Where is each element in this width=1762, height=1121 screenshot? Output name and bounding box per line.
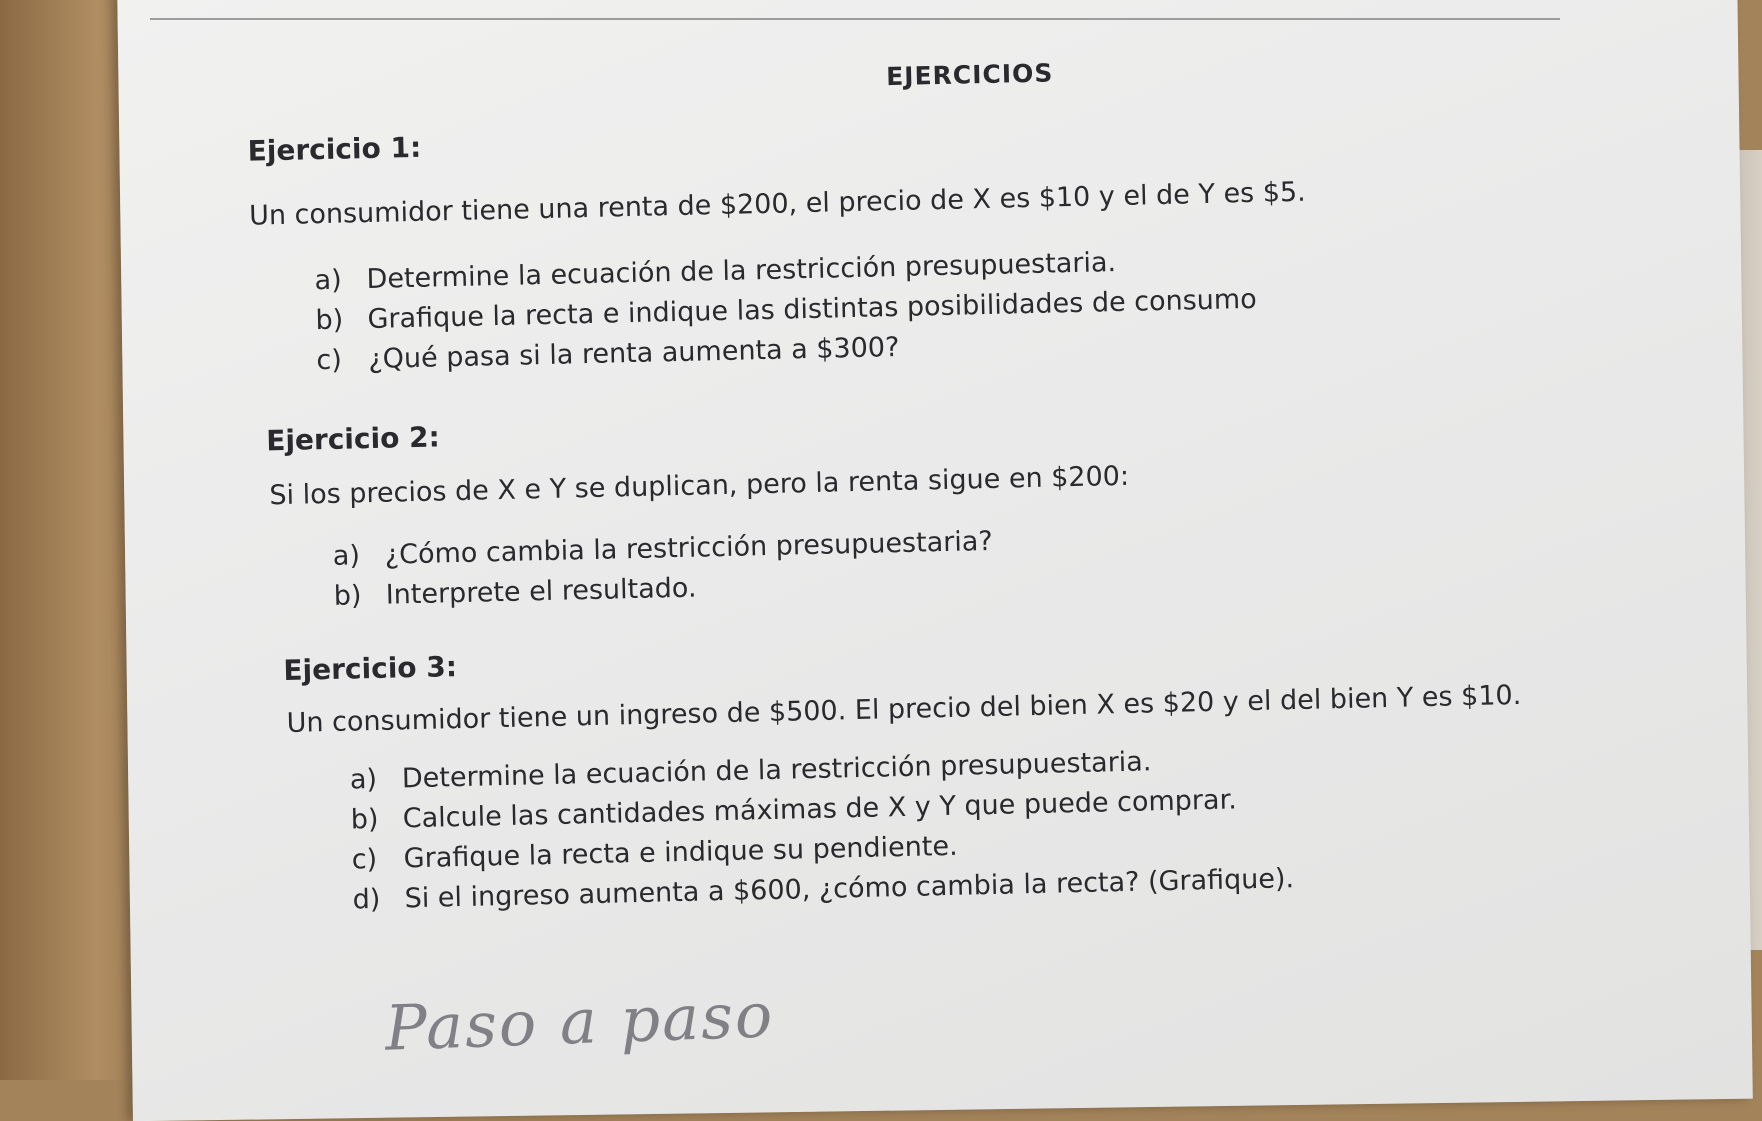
item-label: a) (314, 264, 343, 297)
exercise-1-statement: Un consumidor tiene una renta de $200, el precio de X es $10 y el de Y es $5. (248, 176, 1307, 232)
exercise-1-heading: Ejercicio 1: (247, 130, 422, 168)
item-label: a) (349, 763, 378, 796)
handwritten-note: Paso a paso (383, 978, 776, 1065)
item-label: c) (316, 344, 343, 377)
exercise-3-item-c (351, 831, 958, 876)
item-label: b) (350, 803, 379, 836)
item-label: c) (351, 843, 378, 876)
exercise-2-heading: Ejercicio 2: (265, 420, 441, 458)
item-text: Determine la ecuación de la restricción presupuestaria. (401, 746, 1152, 795)
exercise-3-heading: Ejercicio 3: (283, 650, 458, 688)
exercise-2-statement: Si los precios de X e Y se duplican, pero la renta sigue en $200: (269, 460, 1130, 512)
item-label: a) (332, 540, 361, 572)
exercise-2-item-b (333, 573, 696, 612)
item-text: Si el ingreso aumenta a $600, ¿cómo cambia la recta? (Grafique). (404, 863, 1295, 915)
item-text: Grafique la recta e indique las distintas posibilidades de consumo (367, 283, 1257, 336)
item-label: b) (315, 304, 344, 337)
item-label: b) (333, 580, 362, 612)
item-text: Grafique la recta e indique su pendiente. (403, 830, 958, 875)
exercise-3-statement: Un consumidor tiene un ingreso de $500. El precio del bien X es $20 y el del bien Y es $10. (286, 679, 1522, 739)
item-text: Calcule las cantidades máximas de X y Y que puede comprar. (402, 784, 1238, 835)
exercise-1-item-c (316, 332, 900, 376)
item-text: ¿Qué pasa si la renta aumenta a $300? (368, 331, 900, 375)
item-text: Determine la ecuación de la restricción presupuestaria. (366, 247, 1117, 296)
item-text: Interprete el resultado. (385, 572, 697, 611)
exercise-2-item-a (333, 526, 993, 572)
document-title: EJERCICIOS (885, 58, 1054, 92)
item-text: ¿Cómo cambia la restricción presupuestaria? (384, 525, 993, 571)
item-label: d) (352, 883, 381, 916)
